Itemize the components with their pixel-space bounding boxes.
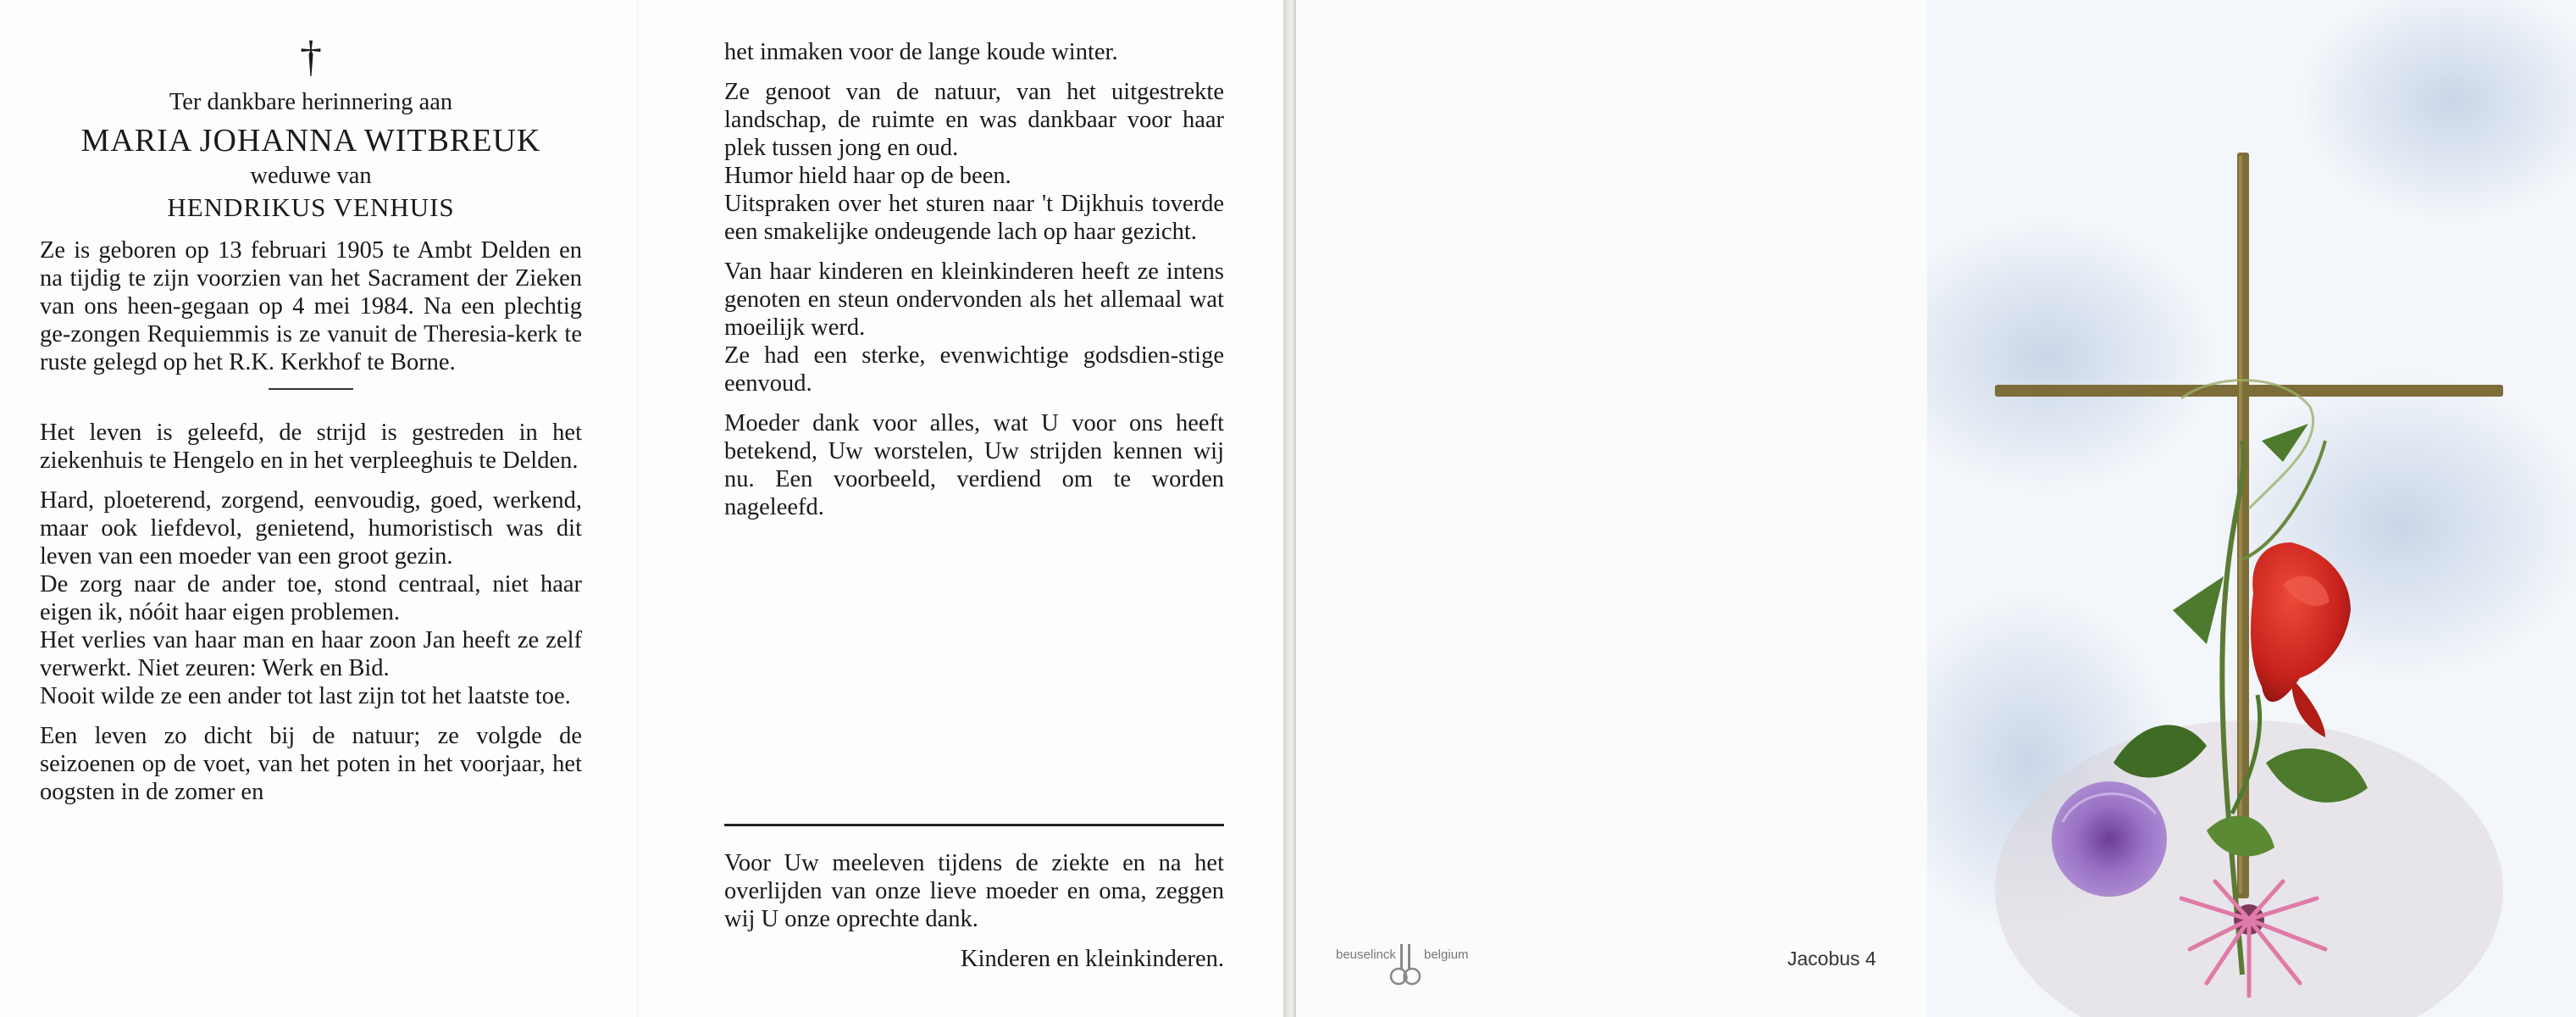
center-crease <box>637 0 639 1017</box>
text-paragraph: Het leven is geleefd, de strijd is gestreden in het ziekenhuis te Hengelo en in het verpleeghuis te Delden. <box>40 420 582 474</box>
text-paragraph: Ze genoot van de natuur, van het uitgestrekte landschap, de ruimte en was dankbaar voor haar plek tussen jong en oud. <box>724 79 1224 161</box>
text-paragraph: Een leven zo dicht bij de natuur; ze volgde de seizoenen op de voet, van het poten in het voorjaar, het oogsten in de zomer en <box>40 723 582 805</box>
signoff: Kinderen en kleinkinderen. <box>960 946 1224 972</box>
publisher-monogram-letter: b <box>1402 971 1409 983</box>
publisher-monogram-icon <box>1388 942 1422 990</box>
short-divider <box>269 388 353 390</box>
left-column <box>40 34 582 818</box>
text-paragraph: Het verlies van haar man en haar zoon Jan heeft ze zelf verwerkt. Niet zeuren: Werk en Bid. <box>40 627 582 681</box>
thanks-paragraph: Voor Uw meeleven tijdens de ziekte en na het overlijden van onze lieve moeder en oma, zeggen wij U onze oprechte dank. <box>724 850 1224 932</box>
cross-flower-photo <box>1927 0 2576 1017</box>
thanks-block <box>724 849 1224 985</box>
cross-symbol: † <box>300 33 322 81</box>
text-paragraph: Moeder dank voor alles, wat U voor ons heeft betekend, Uw worstelen, Uw strijden kennen wij nu. Een voorbeeld, verdiend om te worden nageleefd. <box>724 410 1224 520</box>
text-paragraph: De zorg naar de ander toe, stond centraal, niet haar eigen ik, nóóit haar eigen problemen. <box>40 571 582 625</box>
publisher-country: belgium <box>1424 948 1469 962</box>
long-divider <box>724 824 1224 826</box>
violet-flower <box>2052 781 2167 897</box>
card-fold-gap <box>1283 0 1296 1017</box>
text-paragraph: Humor hield haar op de been. <box>724 163 1011 189</box>
intro-line: Ter dankbare herinnering aan <box>169 89 453 115</box>
card-inner-spread <box>0 0 1283 1017</box>
widow-of-line: weduwe van <box>250 163 372 189</box>
publisher-logo <box>1336 942 1471 993</box>
cross-highlight <box>2239 156 2242 893</box>
text-paragraph: Nooit wilde ze een ander tot last zijn tot het laatste toe. <box>40 683 571 709</box>
text-paragraph: het inmaken voor de lange koude winter. <box>724 39 1118 65</box>
text-paragraph: Ze had een sterke, evenwichtige godsdien-stige eenvoud. <box>724 342 1224 397</box>
biography-paragraph: Ze is geboren op 13 februari 1905 te Ambt Delden en na tijdig te zijn voorzien van het Sacrament der Zieken van ons heen-gegaan op 4 mei 1984. Na een plechtig ge-zongen Requiemmis is ze vanuit de Theresia-kerk te ruste gelegd op het R.K. Kerkhof te Borne. <box>40 237 582 375</box>
text-paragraph: Hard, ploeterend, zorgend, eenvoudig, goed, werkend, maar ook liefdevol, genietend, humoristisch was dit leven van een moeder van een groot gezin. <box>40 487 582 570</box>
text-paragraph: Uitspraken over het sturen naar 't Dijkhuis toverde een smakelijke ondeugende lach op haar gezicht. <box>724 191 1224 245</box>
text-paragraph: Van haar kinderen en kleinkinderen heeft ze intens genoten en steun ondervonden als het allemaal wat moeilijk werd. <box>724 258 1224 341</box>
deceased-name: MARIA JOHANNA WITBREUK <box>80 123 541 158</box>
husband-name: HENDRIKUS VENHUIS <box>167 192 455 222</box>
publisher-name: beuselinck <box>1336 948 1396 962</box>
print-code: Jacobus 4 <box>1787 948 1876 970</box>
right-column <box>724 38 1224 533</box>
